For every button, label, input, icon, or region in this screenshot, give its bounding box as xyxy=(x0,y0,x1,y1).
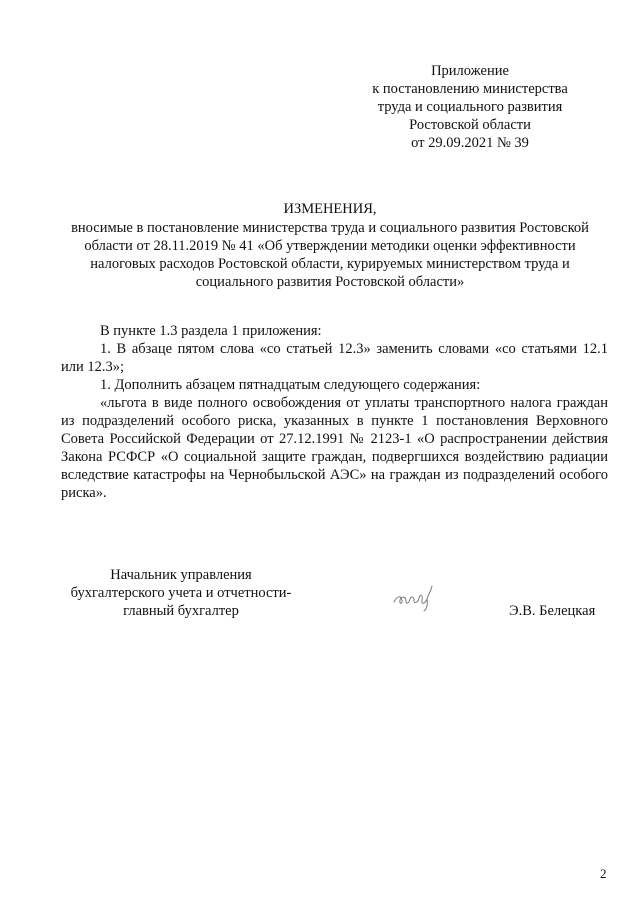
document-title: ИЗМЕНЕНИЯ, xyxy=(283,201,377,217)
handwritten-signature xyxy=(391,582,441,612)
signature-block xyxy=(61,566,608,626)
appendix-line: Ростовской области xyxy=(409,117,531,133)
body-quote: «льгота в виде полного освобождения от уплаты транспортного налога граждан из подразделений особого риска, указанных в пункте 1 постановления Верховного Совета Российской Федерации от 27.12.1991 № 2123-1 «О распространении действия Закона РСФСР «О социальной защите граждан, подвергшихся воздействию радиации вследствие катастрофы на Чернобыльской АЭС» на граждан из подразделений особого риска». xyxy=(61,395,608,501)
body-intro: В пункте 1.3 раздела 1 приложения: xyxy=(100,323,322,339)
document-subtitle-line: вносимые в постановление министерства труда и социального развития Ростовской xyxy=(71,220,589,236)
document-subtitle-line: налоговых расходов Ростовской области, курируемых министерством труда и xyxy=(90,256,570,272)
body-item-1: 1. В абзаце пятом слова «со статьей 12.3» заменить словами «со статьями 12.1 или 12.3»; xyxy=(61,341,608,375)
appendix-line: труда и социального развития xyxy=(377,99,563,115)
document-heading xyxy=(56,200,604,291)
document-body xyxy=(61,322,608,502)
appendix-line: от 29.09.2021 № 39 xyxy=(411,135,529,151)
page-number: 2 xyxy=(600,866,607,881)
appendix-block xyxy=(352,62,588,152)
signatory-position-line: бухгалтерского учета и отчетности- xyxy=(70,585,292,601)
signatory-position-line: главный бухгалтер xyxy=(123,603,239,619)
document-subtitle-line: области от 28.11.2019 № 41 «Об утверждении методики оценки эффективности xyxy=(84,238,576,254)
appendix-line: к постановлению министерства xyxy=(372,81,568,97)
signatory-name: Э.В. Белецкая xyxy=(509,603,596,619)
signatory-position-line: Начальник управления xyxy=(110,567,252,583)
body-item-2: 1. Дополнить абзацем пятнадцатым следующего содержания: xyxy=(100,377,481,393)
signatory-position xyxy=(61,566,301,620)
appendix-line: Приложение xyxy=(431,63,509,79)
document-subtitle-line: социального развития Ростовской области» xyxy=(195,274,465,290)
